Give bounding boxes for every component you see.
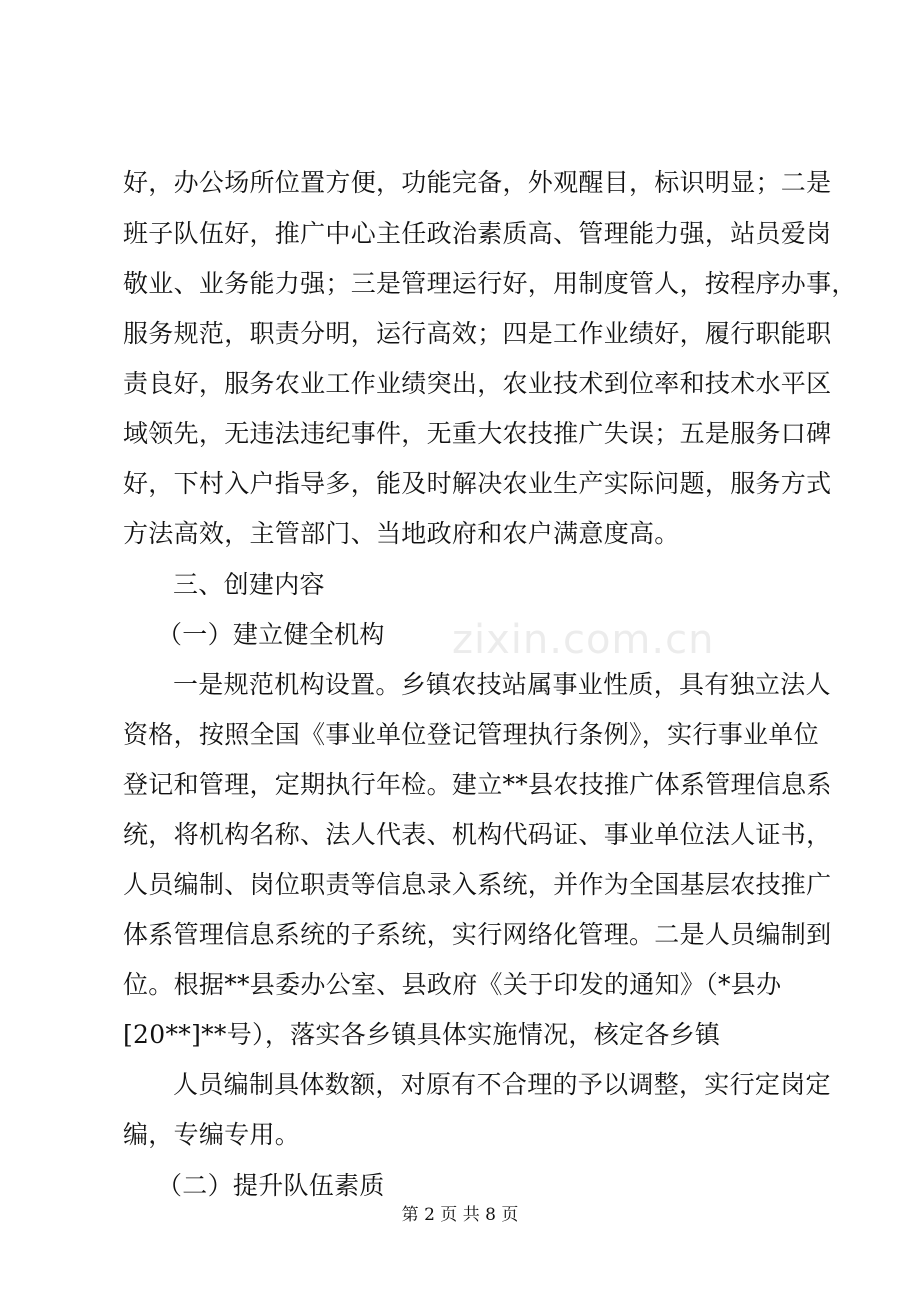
text-line: 人员编制、岗位职责等信息录入系统，并作为全国基层农技推广 [123,870,832,899]
subsection-heading: （一）建立健全机构 [157,620,385,649]
text-line: [20**]**号），落实各乡镇具体实施情况，核定各乡镇 [123,1020,721,1049]
text-line: 登记和管理，定期执行年检。建立**县农技推广体系管理信息系 [123,770,832,799]
subsection-heading: （二）提升队伍素质 [157,1171,385,1200]
text-line: 编，专编专用。 [123,1120,301,1149]
text-line: 体系管理信息系统的子系统，实行网络化管理。二是人员编制到 [123,920,832,949]
text-line: 人员编制具体数额，对原有不合理的予以调整，实行定岗定 [173,1070,831,1099]
text-line: 位。根据**县委办公室、县政府《关于印发的通知》（*县办 [123,970,782,999]
text-line: 责良好，服务农业工作业绩突出，农业技术到位率和技术水平区 [123,369,832,398]
text-line: 好，下村入户指导多，能及时解决农业生产实际问题，服务方式 [123,469,832,498]
text-line: 统，将机构名称、法人代表、机构代码证、事业单位法人证书， [123,820,832,849]
text-line: 一是规范机构设置。乡镇农技站属事业性质，具有独立法人 [173,670,831,699]
text-line: 好，办公场所位置方便，功能完备，外观醒目，标识明显；二是 [123,168,832,197]
text-line: 方法高效，主管部门、当地政府和农户满意度高。 [123,519,680,548]
text-line: 域领先，无违法违纪事件，无重大农技推广失误；五是服务口碑 [123,419,832,448]
text-line: 敬业、业务能力强；三是管理运行好，用制度管人，按程序办事， [123,269,857,298]
watermark-text: zixin.com.cn [452,617,715,663]
text-line: 资格，按照全国《事业单位登记管理执行条例》，实行事业单位 [123,720,819,749]
section-heading: 三、创建内容 [173,570,325,599]
text-line: 服务规范，职责分明，运行高效；四是工作业绩好，履行职能职 [123,319,832,348]
text-line: 班子队伍好，推广中心主任政治素质高、管理能力强，站员爱岗 [123,219,832,248]
page-footer: 第 2 页 共 8 页 [401,1205,519,1225]
